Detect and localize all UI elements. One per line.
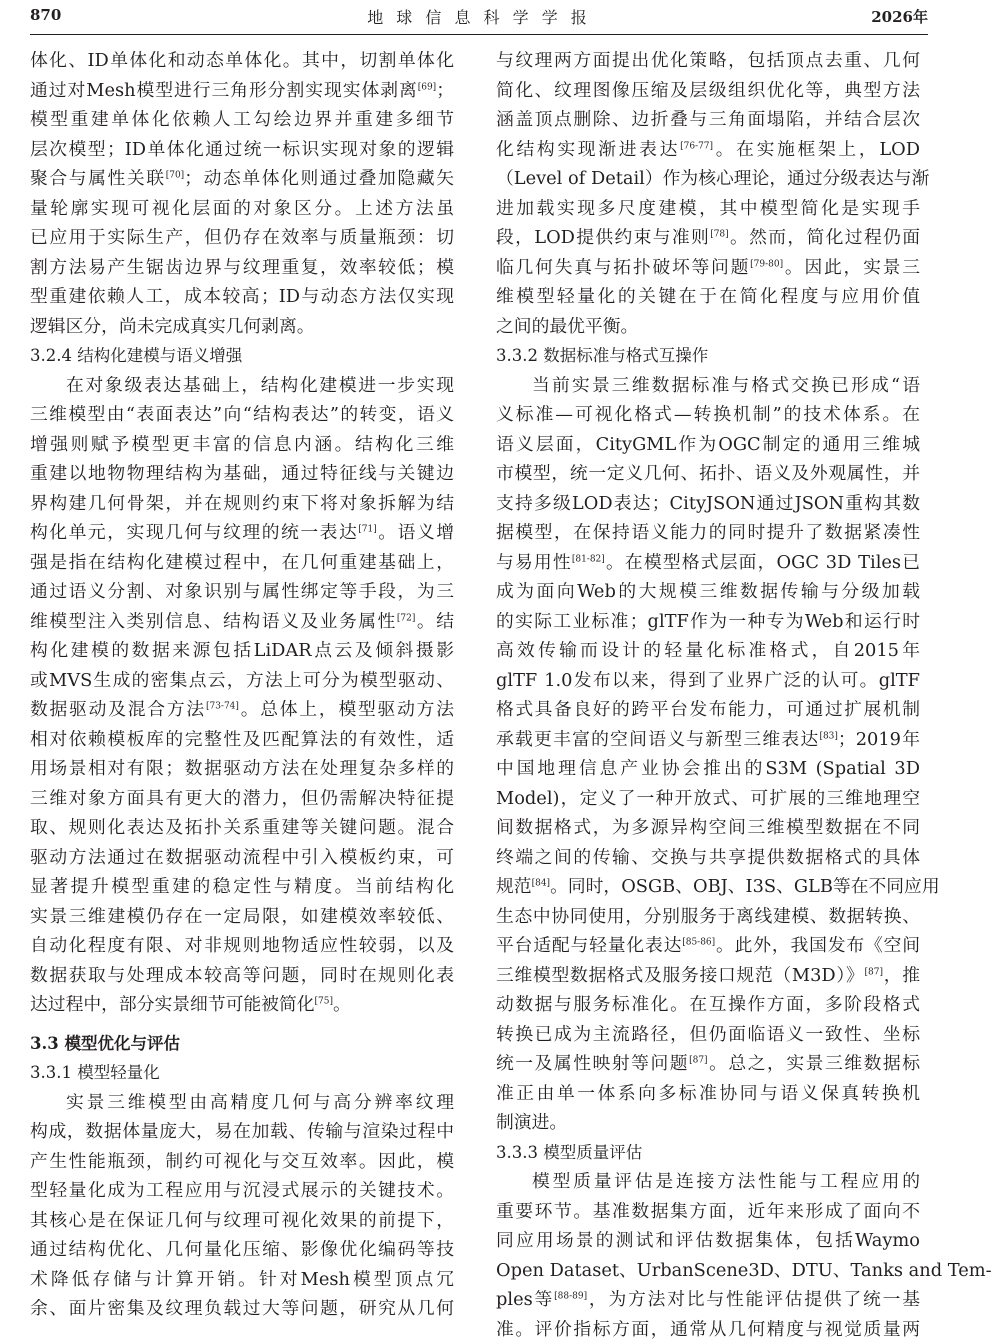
text-line [30,1265,454,1295]
text-line [496,813,920,843]
text-line [496,961,920,991]
text-line [496,400,920,430]
text-line [496,1079,920,1109]
text-line [496,253,920,283]
text-line [496,282,920,312]
line-text: 承载更丰富的空间语义与新型三维表达 [496,729,819,750]
citation-ref: [87] [689,1056,707,1066]
text-line [30,843,454,873]
line-text: 界构建几何骨架，并在规则约束下将对象拆解为结 [30,493,454,514]
text-line [30,400,454,430]
line-text: 简化、纹理图像压缩及层级组织优化等，典型方法 [496,80,920,101]
line-text: 或MVS生成的密集点云，方法上可分为模型驱动、 [30,670,454,691]
text-line [30,607,454,637]
journal-title: 地 球 信 息 科 学 学 报 [30,5,928,28]
citation-ref: [75] [315,997,333,1007]
line-text-after-ref: 。在模型格式层面，OGC 3D Tiles已 [605,552,920,573]
section-heading [30,1029,454,1059]
line-text: 已应用于实际生产，但仍存在效率与质量瓶颈：切 [30,227,454,248]
line-text: 通过语义分割、对象识别与属性绑定等手段，为三 [30,581,454,602]
line-text-after-ref: ；动态单体化则通过叠加隐藏矢 [184,168,454,189]
text-line [30,253,454,283]
line-text-after-ref: 。语义增 [377,522,454,543]
line-text: 构化建模的数据来源包括LiDAR点云及倾斜摄影 [30,640,454,661]
line-text-after-ref: 。 [333,994,351,1015]
text-line [496,902,920,932]
text-line [30,872,454,902]
line-text: 增强则赋予模型更丰富的信息内涵。结构化三维 [30,434,454,455]
text-line [496,990,920,1020]
line-text: 余、面片密集及纹理负载过大等问题，研究从几何 [30,1298,454,1319]
text-line [496,784,920,814]
line-text: Model)，定义了一种开放式、可扩展的三维地理空 [496,788,920,809]
line-text: 制演进。 [496,1112,567,1133]
text-line [496,607,920,637]
line-text-after-ref: 。因此，实景三 [783,257,920,278]
line-text: 通过对Mesh模型进行三角形分割实现实体剥离 [30,80,418,101]
line-text: 数据驱动及混合方法 [30,699,206,720]
line-text: 强是指在结构化建模过程中，在几何重建基础上， [30,552,454,573]
line-text-after-ref: 。结 [415,611,454,632]
line-text: 规范 [496,876,532,897]
text-line [30,577,454,607]
line-text: 数据获取与处理成本较高等问题，同时在规则化表 [30,965,454,986]
text-line [30,371,454,401]
line-text: 型重建依赖人工，成本较高；ID与动态方法仅实现 [30,286,454,307]
line-text: 术降低存储与计算开销。针对Mesh模型顶点冗 [30,1269,454,1290]
line-text: 达过程中，部分实景细节可能被简化 [30,994,315,1015]
line-text: 格式具备良好的跨平台发布能力，可通过扩展机制 [496,699,920,720]
line-text: 支持多级LOD表达；CityJSON通过JSON重构其数 [496,493,920,514]
text-line [496,312,920,342]
line-text: 临几何失真与拓扑破坏等问题 [496,257,750,278]
line-text: 相对依赖模板库的完整性及匹配算法的有效性，适 [30,729,454,750]
text-line [30,666,454,696]
line-text: 自动化程度有限、对非规则地物适应性较弱，以及 [30,935,454,956]
line-text-after-ref: 。在实施框架上，LOD [713,139,920,160]
line-text: 转换已成为主流路径，但仍面临语义一致性、坐标 [496,1024,920,1045]
line-text: 化结构实现渐进表达 [496,139,680,160]
text-line [30,430,454,460]
line-text: 准。评价指标方面，通常从几何精度与视觉质量两 [496,1319,920,1340]
citation-ref: [72] [397,613,415,623]
line-text: 割方法易产生锯齿边界与纹理重复，效率较低；模 [30,257,454,278]
line-text: 聚合与属性关联 [30,168,166,189]
line-text: 体化、ID单体化和动态单体化。其中，切割单体化 [30,50,454,71]
citation-ref: [76-77] [680,141,713,151]
line-text: 动数据与服务标准化。在互操作方面，多阶段格式 [496,994,920,1015]
text-line [30,813,454,843]
text-line [30,636,454,666]
line-text: 三维模型由“表面表达”向“结构表达”的转变，语义 [30,404,454,425]
line-text: 显著提升模型重建的稳定性与精度。当前结构化 [30,876,454,897]
line-text: 实景三维模型由高精度几何与高分辨率纹理 [66,1092,454,1113]
line-text: （Level of Detail）作为核心理论，通过分级表达与渐 [496,168,929,189]
text-line [496,725,920,755]
line-text-after-ref: ，为方法对比与性能评估提供了统一基 [587,1289,920,1310]
line-text: 进加载实现多尺度建模，其中模型简化是实现手 [496,198,920,219]
text-line [496,872,920,902]
line-text-after-ref: ，推 [883,965,920,986]
text-line [30,459,454,489]
issue-year: 2026年 [871,6,928,27]
line-text: 高效传输而设计的轻量化标准格式，自2015年 [496,640,920,661]
text-line [30,489,454,519]
right-text-column [496,46,920,1344]
line-text: 通过结构优化、几何量化压缩、影像优化编码等技 [30,1239,454,1260]
line-text: 生态中协同使用，分别服务于离线建模、数据转换、 [496,906,920,927]
text-line [496,76,920,106]
text-line [30,548,454,578]
line-text: 在对象级表达基础上，结构化建模进一步实现 [66,375,454,396]
citation-ref: [81-82] [572,554,605,564]
text-line [496,371,920,401]
text-line [30,931,454,961]
line-text: 量轮廓实现可视化层面的对象区分。上述方法虽 [30,198,454,219]
text-line [30,1088,454,1118]
text-line [496,1256,920,1286]
citation-ref: [73-74] [206,702,239,712]
citation-ref: [78] [710,230,728,240]
text-line [30,194,454,224]
section-heading [496,1138,920,1168]
text-line [496,1020,920,1050]
text-line [496,194,920,224]
text-line [30,76,454,106]
page-header [30,0,928,35]
line-text: 中国地理信息产业协会推出的S3M (Spatial 3D [496,758,920,779]
line-text-after-ref: 。总体上，模型驱动方法 [239,699,454,720]
citation-ref: [83] [819,731,837,741]
text-line [496,105,920,135]
line-text: 三维模型数据格式及服务接口规范（M3D）》 [496,965,865,986]
text-line [30,902,454,932]
line-text: ples等 [496,1289,554,1310]
text-line [30,282,454,312]
line-text: 间数据格式，为多源异构空间三维模型数据在不同 [496,817,920,838]
text-line [496,636,920,666]
left-text-column [30,46,454,1324]
line-text: 准正由单一体系向多标准协同与语义保真转换机 [496,1083,920,1104]
line-text-after-ref: ；2019年 [838,729,920,750]
page-number: 870 [30,6,61,24]
line-text: 构成，数据体量庞大，易在加载、传输与渲染过程中 [30,1121,454,1142]
line-text: 成为面向Web的大规模三维数据传输与分级加载 [496,581,920,602]
text-line [496,459,920,489]
text-line [496,577,920,607]
text-line [30,518,454,548]
text-line [496,1226,920,1256]
line-text: 取、规则化表达及拓扑关系重建等关键问题。混合 [30,817,454,838]
line-text: glTF 1.0发布以来，得到了业界广泛的认可。glTF [496,670,920,691]
text-line [30,1117,454,1147]
text-line [30,164,454,194]
line-text: 的实际工业标准；glTF作为一种专为Web和运行时 [496,611,920,632]
section-heading [496,341,920,371]
line-text: 段，LOD提供约束与准则 [496,227,710,248]
text-line [30,754,454,784]
text-line [30,223,454,253]
citation-ref: [70] [166,171,184,181]
citation-ref: [85-86] [682,938,715,948]
text-line [496,46,920,76]
text-line [30,46,454,76]
text-line [496,135,920,165]
line-text: 模型重建单体化依赖人工勾绘边界并重建多细节 [30,109,454,130]
text-line [30,1176,454,1206]
line-text: 3.3 模型优化与评估 [30,1034,180,1053]
text-line [496,1108,920,1138]
line-text: 终端之间的传输、交换与共享提供数据格式的具体 [496,847,920,868]
line-text-after-ref: 。此外，我国发布《空间 [715,935,920,956]
text-line [496,223,920,253]
citation-ref: [79-80] [750,259,783,269]
line-text: 3.3.3 模型质量评估 [496,1143,642,1162]
line-text: 涵盖顶点删除、边折叠与三角面塌陷，并结合层次 [496,109,920,130]
line-text: 3.2.4 结构化建模与语义增强 [30,346,242,365]
text-line [30,105,454,135]
line-text: 模型质量评估是连接方法性能与工程应用的 [532,1171,920,1192]
text-line [496,1197,920,1227]
text-line [30,784,454,814]
text-line [30,961,454,991]
text-line [30,1294,454,1324]
text-line [496,548,920,578]
line-text: 其核心是在保证几何与纹理可视化效果的前提下， [30,1210,454,1231]
line-text: 语义层面，CityGML作为OGC制定的通用三维城 [496,434,920,455]
line-text: 产生性能瓶颈，制约可视化与交互效率。因此，模 [30,1151,454,1172]
text-line [496,695,920,725]
text-line [30,990,454,1020]
line-text: 维模型轻量化的关键在于在简化程度与应用价值 [496,286,920,307]
text-line [496,1285,920,1315]
text-line [30,135,454,165]
line-text: 构化单元，实现几何与纹理的统一表达 [30,522,358,543]
line-text: 层次模型；ID单体化通过统一标识实现对象的逻辑 [30,139,454,160]
text-line [30,1206,454,1236]
text-line [496,164,920,194]
citation-ref: [71] [358,525,376,535]
line-text: 型轻量化成为工程应用与沉浸式展示的关键技术。 [30,1180,454,1201]
line-text: 据模型，在保持语义能力的同时提升了数据紧凑性 [496,522,920,543]
text-line [496,518,920,548]
line-text: 用场景相对有限；数据驱动方法在处理复杂多样的 [30,758,454,779]
section-heading [30,1058,454,1088]
line-text: 义标准—可视化格式—转换机制”的技术体系。在 [496,404,920,425]
text-line [496,931,920,961]
text-line [496,843,920,873]
line-text: 逻辑区分，尚未完成真实几何剥离。 [30,316,315,337]
line-text: 3.3.1 模型轻量化 [30,1063,160,1082]
line-text: 重建以地物物理结构为基础，通过特征线与关键边 [30,463,454,484]
text-line [496,1167,920,1197]
text-line [30,1235,454,1265]
text-line [496,489,920,519]
text-line [496,666,920,696]
citation-ref: [84] [532,879,550,889]
text-line [496,430,920,460]
line-text-after-ref: 。同时，OSGB、OBJ、I3S、GLB等在不同应用 [550,876,940,897]
line-text: 与纹理两方面提出优化策略，包括顶点去重、几何 [496,50,920,71]
line-text-after-ref: ； [436,80,454,101]
line-text: 三维对象方面具有更大的潜力，但仍需解决特征提 [30,788,454,809]
line-text: 市模型，统一定义几何、拓扑、语义及外观属性，并 [496,463,920,484]
line-text-after-ref: 。总之，实景三维数据标 [708,1053,920,1074]
citation-ref: [88-89] [554,1292,587,1302]
line-text: 当前实景三维数据标准与格式交换已形成“语 [532,375,920,396]
line-text: Open Dataset、UrbanScene3D、DTU、Tanks and Tem- [496,1260,992,1281]
line-text: 重要环节。基准数据集方面，近年来形成了面向不 [496,1201,920,1222]
text-line [30,1147,454,1177]
line-text: 统一及属性映射等问题 [496,1053,689,1074]
line-text: 与易用性 [496,552,572,573]
line-text: 之间的最优平衡。 [496,316,638,337]
line-text: 维模型注入类别信息、结构语义及业务属性 [30,611,397,632]
line-text: 同应用场景的测试和评估数据集体，包括Waymo [496,1230,920,1251]
text-line [30,725,454,755]
line-text-after-ref: 。然而，简化过程仍面 [729,227,920,248]
line-text: 实景三维建模仍存在一定局限，如建模效率较低、 [30,906,454,927]
citation-ref: [87] [865,967,883,977]
line-text: 3.3.2 数据标准与格式互操作 [496,346,708,365]
text-line [496,1049,920,1079]
citation-ref: [69] [418,82,436,92]
line-text: 驱动方法通过在数据驱动流程中引入模板约束，可 [30,847,454,868]
text-line [496,754,920,784]
line-text: 平台适配与轻量化表达 [496,935,682,956]
text-line [30,312,454,342]
text-line [30,695,454,725]
section-heading [30,341,454,371]
text-line [496,1315,920,1344]
